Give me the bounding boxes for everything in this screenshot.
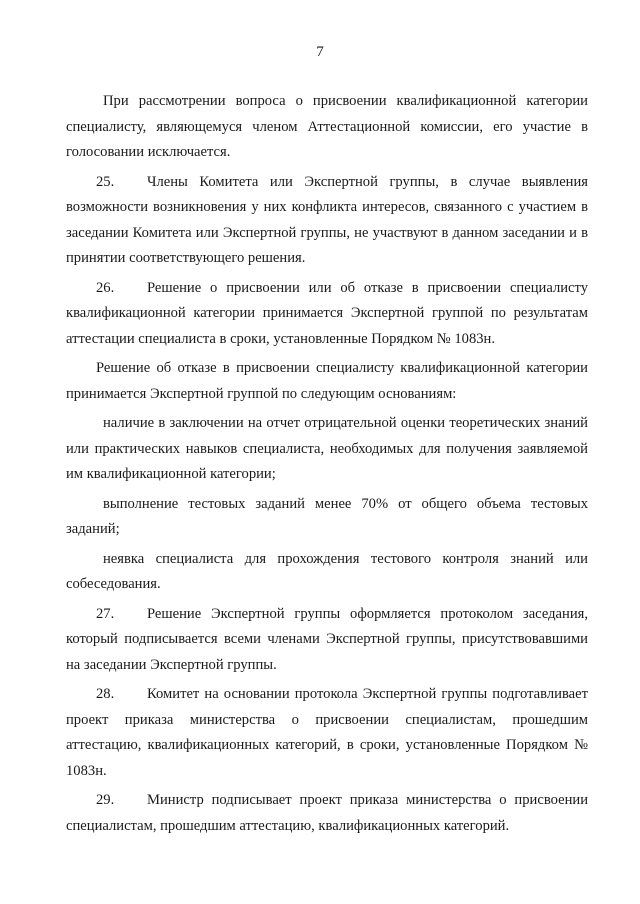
paragraph-number: 29. xyxy=(96,792,115,808)
paragraph-number: 25. xyxy=(96,173,115,190)
document-body xyxy=(66,89,588,843)
paragraph-text: выполнение тестовых заданий менее 70% от общего объема тестовых заданий; xyxy=(66,495,588,537)
paragraph-refusal-grounds xyxy=(66,356,588,407)
paragraph-26 xyxy=(66,276,588,353)
paragraph-29 xyxy=(66,788,588,839)
paragraph-25 xyxy=(66,170,588,272)
paragraph-27 xyxy=(66,602,588,679)
paragraph-number: 26. xyxy=(96,279,115,296)
list-item-negative-assessment xyxy=(66,411,588,488)
paragraph-text: Члены Комитета или Экспертной группы, в случае выявления возможности возникновения у них конфликта интересов, связанного с участием в заседании Комитета или Экспертной группы, не участвуют в данном заседании и в принятии соответствующего решения. xyxy=(66,173,588,266)
list-item-test-score xyxy=(66,492,588,543)
paragraph-voting-exclusion xyxy=(66,89,588,166)
paragraph-text: Комитет на основании протокола Экспертной группы подготавливает проект приказа министерства о присвоении специалистам, прошедшим аттестацию, квалификационных категорий, в сроки, установленные Порядком № 1083н. xyxy=(66,686,588,779)
list-item-no-show xyxy=(66,547,588,598)
paragraph-number: 27. xyxy=(96,605,115,622)
paragraph-number: 28. xyxy=(96,686,115,702)
paragraph-text: Решение Экспертной группы оформляется протоколом заседания, который подписывается всеми членами Экспертной группы, присутствовавшими на заседании Экспертной группы. xyxy=(66,605,588,673)
page-number: 7 xyxy=(316,44,324,60)
paragraph-28 xyxy=(66,682,588,784)
paragraph-text: Министр подписывает проект приказа министерства о присвоении специалистам, прошедшим аттестацию, квалификационных категорий. xyxy=(66,792,588,834)
paragraph-text: Решение об отказе в присвоении специалисту квалификационной категории принимается Экспертной группой по следующим основаниям: xyxy=(66,360,588,402)
paragraph-text: Решение о присвоении или об отказе в присвоении специалисту квалификационной категории принимается Экспертной группой по результатам аттестации специалиста в сроки, установленные Порядком № 1083н. xyxy=(66,279,588,347)
paragraph-text: При рассмотрении вопроса о присвоении квалификационной категории специалисту, являющемуся членом Аттестационной комиссии, его участие в голосовании исключается. xyxy=(66,93,588,160)
paragraph-text: наличие в заключении на отчет отрицательной оценки теоретических знаний или практических навыков специалиста, необходимых для получения заявляемой им квалификационной категории; xyxy=(66,415,588,482)
paragraph-text: неявка специалиста для прохождения тестового контроля знаний или собеседования. xyxy=(66,550,588,592)
